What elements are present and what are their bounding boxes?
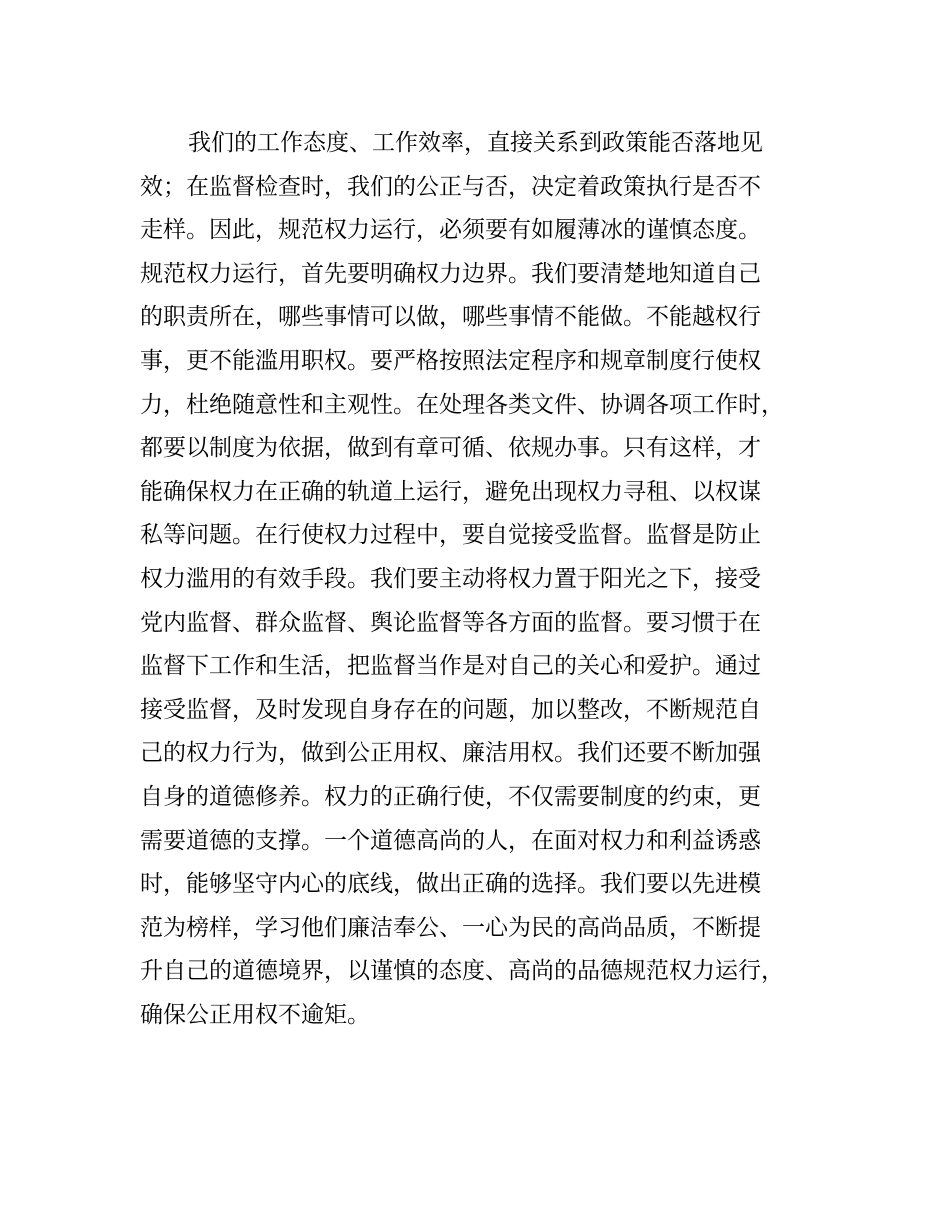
- text-line: 私等问题。在行使权力过程中，要自觉接受监督。监督是防止: [140, 522, 761, 549]
- body-paragraph: [140, 122, 840, 1037]
- text-line: 确保公正用权不逾矩。: [140, 1001, 370, 1028]
- text-line: 升自己的道德境界，以谨慎的态度、高尚的品德规范权力运行，: [140, 958, 784, 985]
- text-line: 走样。因此，规范权力运行，必须要有如履薄冰的谨慎态度。: [140, 217, 761, 244]
- text-line: 都要以制度为依据，做到有章可循、依规办事。只有这样，才: [140, 435, 761, 462]
- text-line: 规范权力运行，首先要明确权力边界。我们要清楚地知道自己: [140, 260, 761, 287]
- text-line: 事，更不能滥用职权。要严格按照法定程序和规章制度行使权: [140, 347, 761, 374]
- text-line: 党内监督、群众监督、舆论监督等各方面的监督。要习惯于在: [140, 609, 761, 636]
- text-line: 监督下工作和生活，把监督当作是对自己的关心和爱护。通过: [140, 653, 761, 680]
- text-line: 效；在监督检查时，我们的公正与否，决定着政策执行是否不: [140, 173, 761, 200]
- text-line: 的职责所在，哪些事情可以做，哪些事情不能做。不能越权行: [140, 304, 761, 331]
- text-line: 自身的道德修养。权力的正确行使，不仅需要制度的约束，更: [140, 783, 761, 810]
- text-line: 我们的工作态度、工作效率，直接关系到政策能否落地见: [188, 130, 763, 156]
- text-line: 能确保权力在正确的轨道上运行，避免出现权力寻租、以权谋: [140, 478, 761, 505]
- text-line: 力，杜绝随意性和主观性。在处理各类文件、协调各项工作时，: [140, 391, 784, 418]
- text-line: 需要道德的支撑。一个道德高尚的人，在面对权力和利益诱惑: [140, 827, 761, 854]
- text-line: 时，能够坚守内心的底线，做出正确的选择。我们要以先进模: [140, 871, 761, 898]
- text-line: 接受监督，及时发现自身存在的问题，加以整改，不断规范自: [140, 696, 761, 723]
- text-line: 权力滥用的有效手段。我们要主动将权力置于阳光之下，接受: [140, 565, 761, 592]
- text-line: 己的权力行为，做到公正用权、廉洁用权。我们还要不断加强: [140, 740, 761, 767]
- text-line: 范为榜样，学习他们廉洁奉公、一心为民的高尚品质，不断提: [140, 914, 761, 941]
